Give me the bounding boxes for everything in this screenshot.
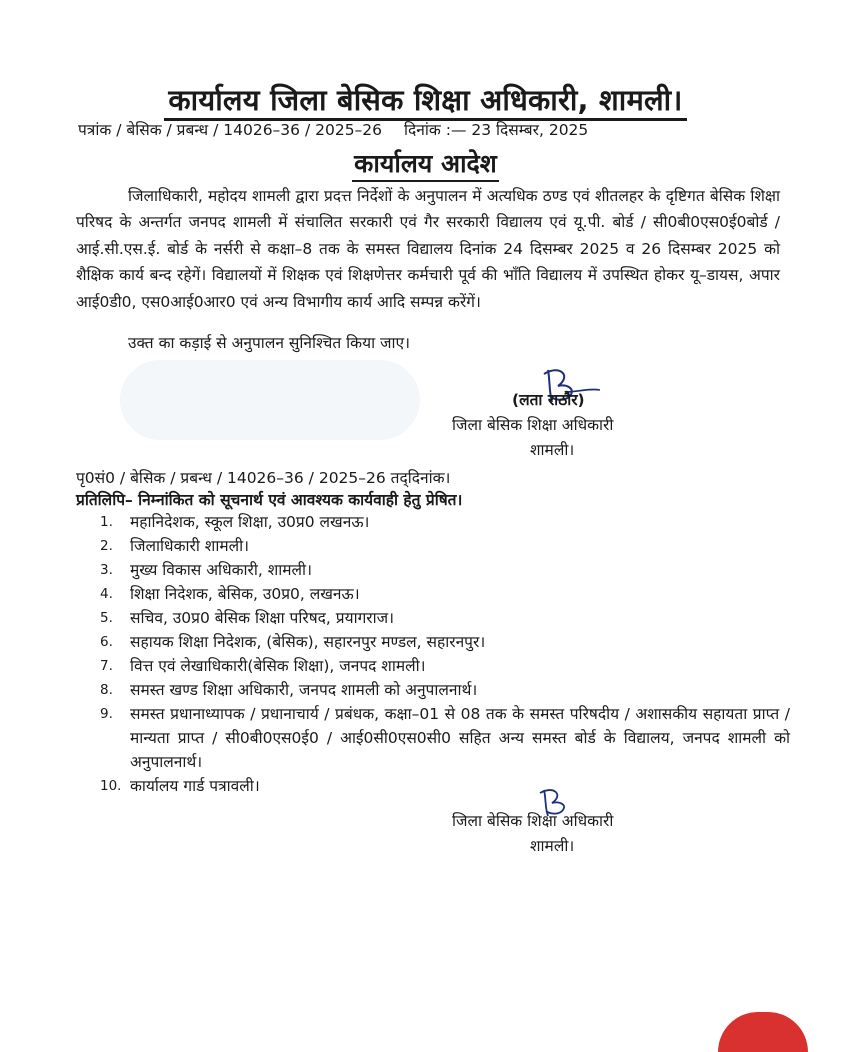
signatory-place: शामली। — [530, 441, 575, 459]
letter-date: दिनांक :— 23 दिसम्बर, 2025 — [404, 121, 589, 139]
list-item-number: 2. — [100, 538, 113, 554]
order-closing: उक्त का कड़ाई से अनुपालन सुनिश्चित किया जाए। — [128, 334, 410, 352]
list-item — [100, 678, 790, 702]
list-item-text: सहायक शिक्षा निदेशक, (बेसिक), सहारनपुर मण्डल, सहारनपुर। — [130, 633, 486, 651]
list-item-number: 9. — [100, 706, 113, 722]
signatory-name: (लता राठौर) — [512, 391, 585, 409]
list-item-text: सचिव, उ0प्र0 बेसिक शिक्षा परिषद, प्रयागराज। — [130, 609, 395, 627]
list-item — [100, 702, 790, 774]
signatory-designation: जिला बेसिक शिक्षा अधिकारी — [452, 416, 614, 434]
copy-recipient-list — [100, 510, 790, 798]
list-item-number: 3. — [100, 562, 113, 578]
list-item — [100, 582, 790, 606]
order-title-text: कार्यालय आदेश — [352, 149, 499, 182]
list-item — [100, 630, 790, 654]
list-item — [100, 558, 790, 582]
list-item-text: कार्यालय गार्ड पत्रावली। — [130, 777, 260, 795]
list-item — [100, 534, 790, 558]
list-item-number: 4. — [100, 586, 113, 602]
list-item-text: मुख्य विकास अधिकारी, शामली। — [130, 561, 312, 579]
list-item-text: समस्त खण्ड शिक्षा अधिकारी, जनपद शामली को अनुपालनार्थ। — [130, 681, 478, 699]
list-item-number: 10. — [100, 778, 122, 794]
list-item-text: महानिदेशक, स्कूल शिक्षा, उ0प्र0 लखनऊ। — [130, 513, 370, 531]
corner-stamp-mark — [718, 1012, 808, 1052]
copy-heading: प्रतिलिपि– निम्नांकित को सूचनार्थ एवं आवश्यक कार्यवाही हेतु प्रेषित। — [76, 491, 463, 509]
list-item — [100, 510, 790, 534]
list-item — [100, 606, 790, 630]
order-body: जिलाधिकारी, महोदय शामली द्वारा प्रदत्त निर्देशों के अनुपालन में अत्यधिक ठण्ड एवं शीतलहर के दृष्टिगत बेसिक शिक्षा परिषद के अन्तर्गत जनपद शामली में संचालित सरकारी एवं गैर सरकारी विद्यालय एवं यू.पी. बोर्ड / सी0बी0एस0ई0बोर्ड / आई.सी.एस.ई. बोर्ड के नर्सरी से कक्षा–8 तक के समस्त विद्यालय दिनांक 24 दिसम्बर 2025 व 26 दिसम्बर 2025 को शैक्षिक कार्य बन्द रहेगें। विद्यालयों में शिक्षक एवं शिक्षणेत्तर कर्मचारी पूर्व की भाँति विद्यालय में उपस्थित होकर यू–डायस, अपार आई0डी0, एस0आई0आर0 एवं अन्य विभागीय कार्य आदि सम्पन्न करेंगें। — [76, 187, 780, 311]
list-item-text: वित्त एवं लेखाधिकारी(बेसिक शिक्षा), जनपद शामली। — [130, 657, 426, 675]
copy-reference-line: पृ0सं0 / बेसिक / प्रबन्ध / 14026–36 / 2025–26 तद्‌दिनांक। — [76, 469, 451, 487]
list-item-text: समस्त प्रधानाध्यापक / प्रधानाचार्य / प्रबंधक, कक्षा–01 से 08 तक के समस्त परिषदीय / अशासकीय सहायता प्राप्त / मान्यता प्राप्त / सी0बी0एस0ई0 / आई0सी0एस0सी0 सहित अन्य समस्त बोर्ड के विद्यालय, जनपद शामली को अनुपालनार्थ। — [130, 705, 790, 771]
list-item — [100, 774, 790, 798]
list-item-text: जिलाधिकारी शामली। — [130, 537, 250, 555]
office-title — [0, 80, 851, 119]
list-item-number: 6. — [100, 634, 113, 650]
order-title — [0, 146, 851, 180]
list-item-number: 7. — [100, 658, 113, 674]
faded-watermark — [120, 360, 420, 440]
letter-reference: पत्रांक / बेसिक / प्रबन्ध / 14026–36 / 2025–26 — [78, 121, 383, 139]
reference-line — [78, 118, 588, 140]
list-item — [100, 654, 790, 678]
list-item-text: शिक्षा निदेशक, बेसिक, उ0प्र0, लखनऊ। — [130, 585, 360, 603]
copy-signatory-place: शामली। — [530, 837, 575, 855]
copy-signatory-designation: जिला बेसिक शिक्षा अधिकारी — [452, 812, 614, 830]
list-item-number: 5. — [100, 610, 113, 626]
list-item-number: 8. — [100, 682, 113, 698]
list-item-number: 1. — [100, 514, 113, 530]
office-title-text: कार्यालय जिला बेसिक शिक्षा अधिकारी, शामली। — [164, 83, 686, 121]
